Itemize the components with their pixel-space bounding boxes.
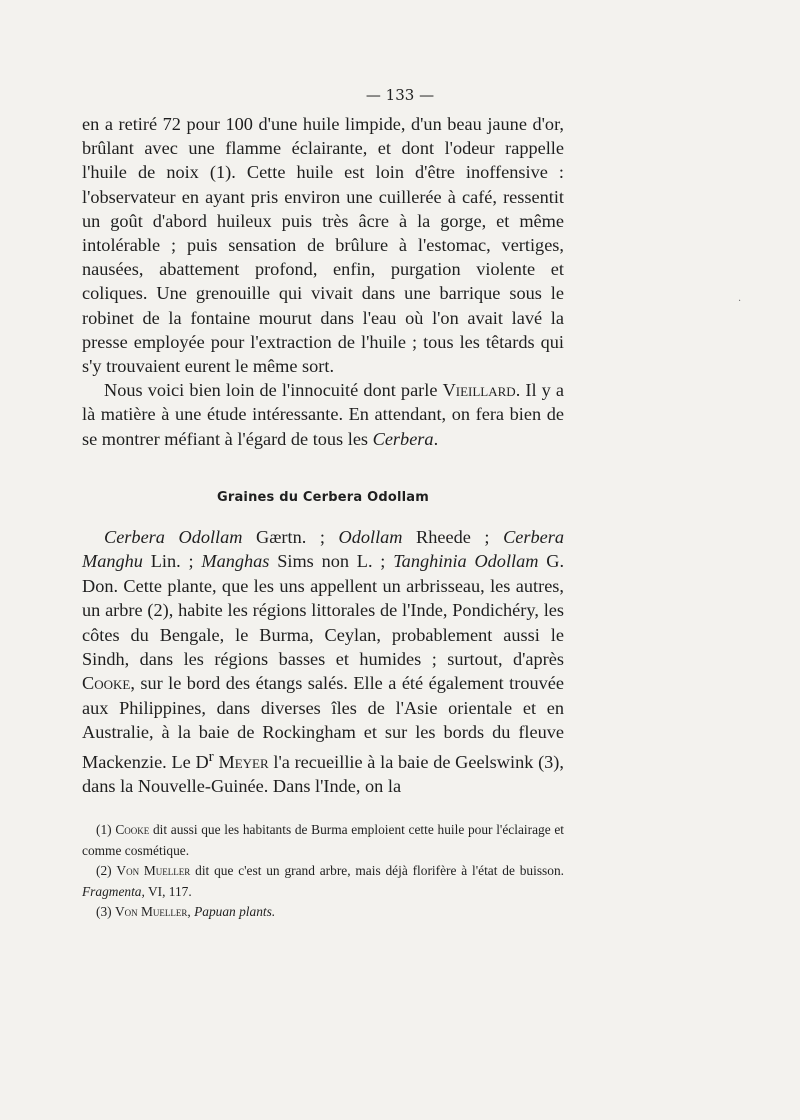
genus-name: Cerbera [372, 428, 434, 449]
section-heading: Graines du Cerbera Odollam [216, 490, 430, 505]
author-name: Vieillard [442, 380, 516, 401]
footnotes [82, 820, 564, 923]
footnote-2: (2) Von Mueller dit que c'est un grand arbre, mais déjà florifère à l'état de buisson. Fragmenta, VI, 117. [82, 863, 564, 899]
paragraph-continuation: en a retiré 72 pour 100 d'une huile limpide, d'un beau jaune d'or, brûlant avec une flamme éclairante, et dont l'odeur rappelle l'huile de noix (1). Cette huile est loin d'être inoffensive : l'observateur en ayant pris environ une cuillerée à café, ressentit un goût d'abord huileux puis très âcre à la gorge, et même intolérable ; puis sensation de brûlure à l'estomac, vertiges, nausées, abattement profond, enfin, purgation violente et coliques. Une grenouille qui vivait dans une barrique sous le robinet de la fontaine mourut dans l'eau où l'on avait lavé la presse employée pour l'extraction de l'huile ; tous les têtards qui s'y trouvaient eurent le même sort. [82, 114, 564, 377]
footnote-ref-2[interactable]: (2) [147, 600, 169, 621]
margin-mark: · [738, 296, 742, 307]
paragraph-vieillard: Nous voici bien loin de l'innocuité dont parle Vieillard. Il y a là matière à une étude intéressante. En attendant, on fera bien de se montrer méfiant à l'égard de tous les Cerbera. [82, 380, 564, 449]
author-name: Cooke [82, 673, 131, 694]
footnote-1: (1) Cooke dit aussi que les habitants de Burma emploient cette huile pour l'éclairage et comme cosmétique. [82, 822, 564, 858]
footnote-ref-3[interactable]: (3) [538, 751, 560, 772]
body-text-top [82, 112, 564, 451]
footnote-ref-1[interactable]: (1) [209, 162, 232, 183]
page-number: — 133 — [365, 86, 435, 104]
author-name: Meyer [218, 751, 269, 772]
footnote-3: (3) Von Mueller, Papuan plants. [96, 904, 276, 919]
paragraph-cerbera: Cerbera Odollam Gærtn. ; Odollam Rheede ; Cerbera Manghu Lin. ; Manghas Sims non L. ; Tanghinia Odollam G. Don. Cette plante, que les uns appellent un arbrisseau, les autres, un arbre (2), habite les régions littorales de l'Inde, Pondichéry, les côtes du Bengale, le Burma, Ceylan, probablement aussi le Sindh, dans les régions basses et humides ; surtout, d'après Cooke, sur le bord des étangs salés. Elle a été également trouvée aux Philippines, dans diverses îles de l'Asie orientale et en Australie, à la baie de Rockingham et sur les bords du fleuve Mackenzie. Le $D^r$ Meyer l'a recueillie à la baie de Geelswink (3), dans la Nouvelle-Guinée. Dans l'Inde, on la [82, 527, 565, 797]
body-text-section [82, 525, 564, 799]
